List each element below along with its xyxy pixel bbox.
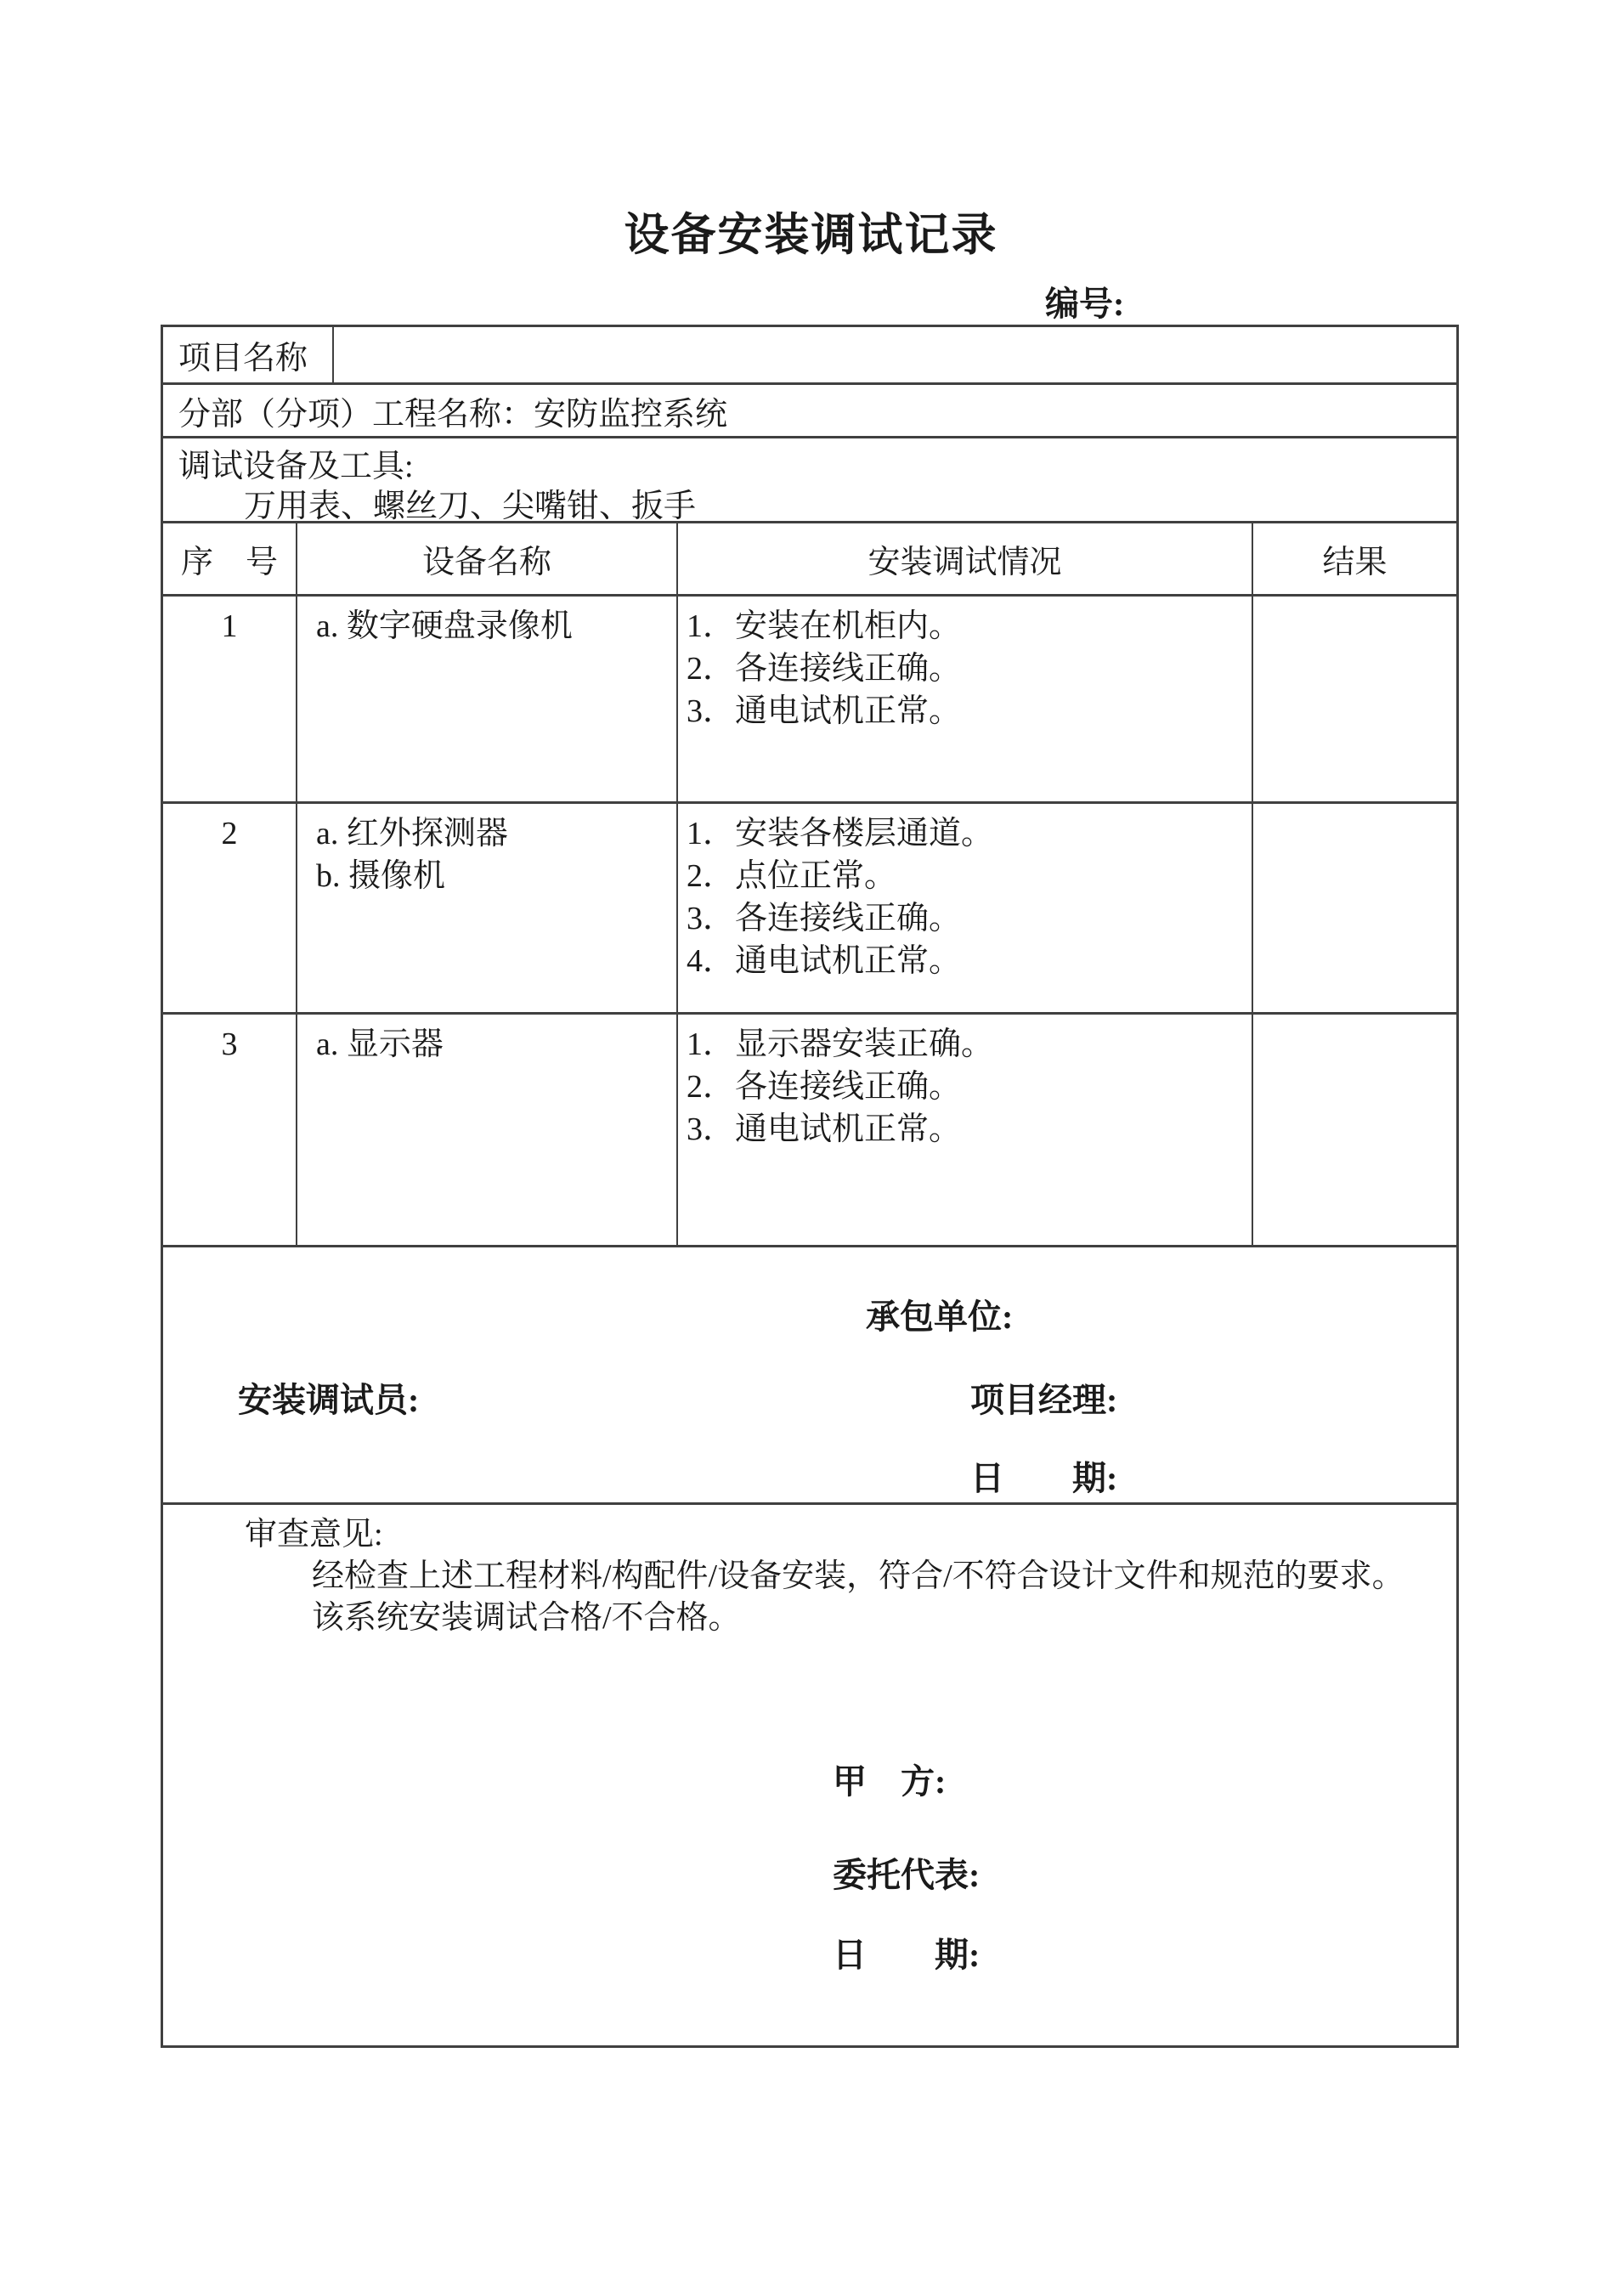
table-row	[163, 801, 1456, 1012]
install-item: 2．各连接线正确。	[687, 651, 962, 687]
project-name-label: 项目名称	[163, 327, 334, 382]
install-item: 2．各连接线正确。	[687, 1069, 962, 1105]
subproject-line: 分部（分项）工程名称：安防监控系统	[178, 396, 728, 433]
review-line-2: 该系统安装调试合格/不合格。	[312, 1600, 741, 1636]
serial-number-label: 编号:	[1045, 285, 1125, 323]
install-item: 1．安装各楼层通道。	[687, 816, 994, 851]
device-line: a. 显示器	[316, 1026, 444, 1062]
project-manager-label: 项目经理:	[970, 1381, 1118, 1419]
install-item-list	[678, 597, 1253, 801]
review-section	[163, 1502, 1456, 2045]
header-cell-device: 设备名称	[297, 523, 678, 594]
table-header-row	[163, 521, 1456, 594]
tools-value: 万用表、螺丝刀、尖嘴钳、扳手	[244, 489, 697, 524]
signoff-date-label: 日 期:	[970, 1459, 1118, 1497]
install-item: 2．点位正常。	[687, 858, 897, 894]
result-cell	[1253, 1015, 1456, 1245]
install-item: 3．通电试机正常。	[687, 1111, 962, 1147]
install-item-list	[678, 1015, 1253, 1245]
header-cell-situation: 安装调试情况	[678, 523, 1253, 594]
party-a-label: 甲 方:	[833, 1762, 947, 1801]
project-name-row	[163, 327, 1456, 382]
result-cell	[1253, 804, 1456, 1012]
install-item: 1．显示器安装正确。	[687, 1026, 994, 1062]
device-line: b. 摄像机	[316, 858, 446, 894]
tools-row	[163, 436, 1456, 524]
project-name-value-cell	[334, 327, 1456, 382]
install-item: 3．各连接线正确。	[687, 901, 962, 936]
install-item-list	[678, 804, 1253, 1012]
install-item: 1．安装在机柜内。	[687, 608, 962, 644]
install-item: 3．通电试机正常。	[687, 693, 962, 729]
device-list	[297, 1015, 678, 1245]
review-heading: 审查意见:	[245, 1517, 383, 1552]
device-line: a. 红外探测器	[316, 816, 508, 851]
device-line: a. 数字硬盘录像机	[316, 608, 573, 644]
record-table	[161, 325, 1459, 2048]
signoff-section	[163, 1245, 1456, 1502]
header-cell-result: 结果	[1322, 545, 1387, 580]
contractor-label: 承包单位:	[866, 1298, 1014, 1336]
row-number: 2	[163, 804, 297, 1012]
page-title: 设备安装调试记录	[624, 211, 998, 260]
table-row	[163, 1012, 1456, 1245]
review-line-1: 经检查上述工程材料/构配件/设备安装，符合/不符合设计文件和规范的要求。	[312, 1558, 1404, 1594]
header-cell-no: 序 号	[163, 523, 297, 594]
tools-label: 调试设备及工具:	[178, 449, 414, 484]
device-list	[297, 804, 678, 1012]
installer-label: 安装调试员:	[238, 1381, 420, 1419]
device-list	[297, 597, 678, 801]
install-item: 4．通电试机正常。	[687, 943, 962, 979]
result-cell	[1253, 597, 1456, 801]
row-number: 3	[163, 1015, 297, 1245]
row-number: 1	[163, 597, 297, 801]
subproject-row	[163, 382, 1456, 436]
delegate-label: 委托代表:	[833, 1856, 981, 1894]
table-row	[163, 594, 1456, 801]
review-date-label: 日 期:	[833, 1936, 981, 1974]
